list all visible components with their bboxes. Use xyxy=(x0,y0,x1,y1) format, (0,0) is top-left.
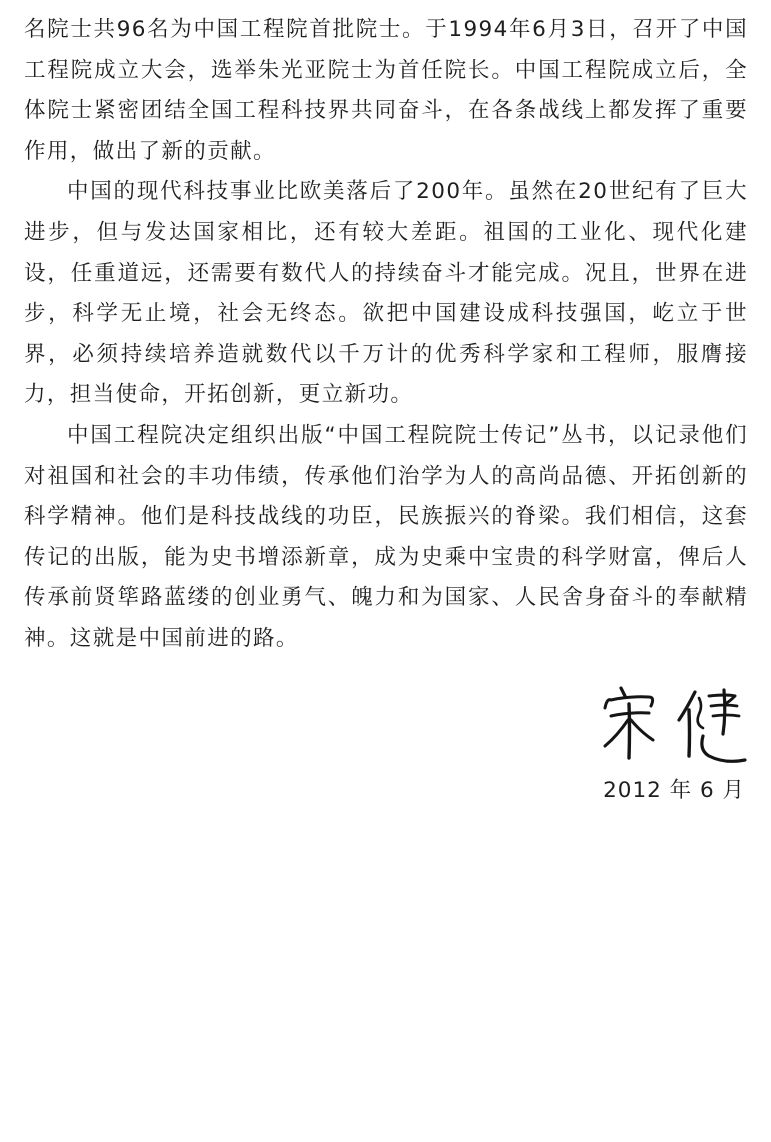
body-text xyxy=(24,10,748,660)
paragraph-1: 名院士共96名为中国工程院首批院士。于1994年6月3日，召开了中国工程院成立大会，选举朱光亚院士为首任院长。中国工程院成立后，全体院士紧密团结全国工程科技界共同奋斗，在各条战线上都发挥了重要作用，做出了新的贡献。 xyxy=(24,17,748,164)
signature-icon xyxy=(599,684,749,766)
paragraph-3: 中国工程院决定组织出版“中国工程院院士传记”丛书，以记录他们对祖国和社会的丰功伟绩，传承他们治学为人的高尚品德、开拓创新的科学精神。他们是科技战线的功臣，民族振兴的脊梁。我们相信，这套传记的出版，能为史书增添新章，成为史乘中宝贵的科学财富，俾后人传承前贤筚路蓝缕的创业勇气、魄力和为国家、人民舍身奋斗的奉献精神。这就是中国前进的路。 xyxy=(24,422,748,651)
handwritten-signature xyxy=(599,684,749,766)
paragraph-2: 中国的现代科技事业比欧美落后了200年。虽然在20世纪有了巨大进步，但与发达国家相比，还有较大差距。祖国的工业化、现代化建设，任重道远，还需要有数代人的持续奋斗才能完成。况且，世界在进步，科学无止境，社会无终态。欲把中国建设成科技强国，屹立于世界，必须持续培养造就数代以千万计的优秀科学家和工程师，服膺接力，担当使命，开拓创新，更立新功。 xyxy=(24,179,748,408)
date-line: 2012 年 6 月 xyxy=(603,778,745,803)
